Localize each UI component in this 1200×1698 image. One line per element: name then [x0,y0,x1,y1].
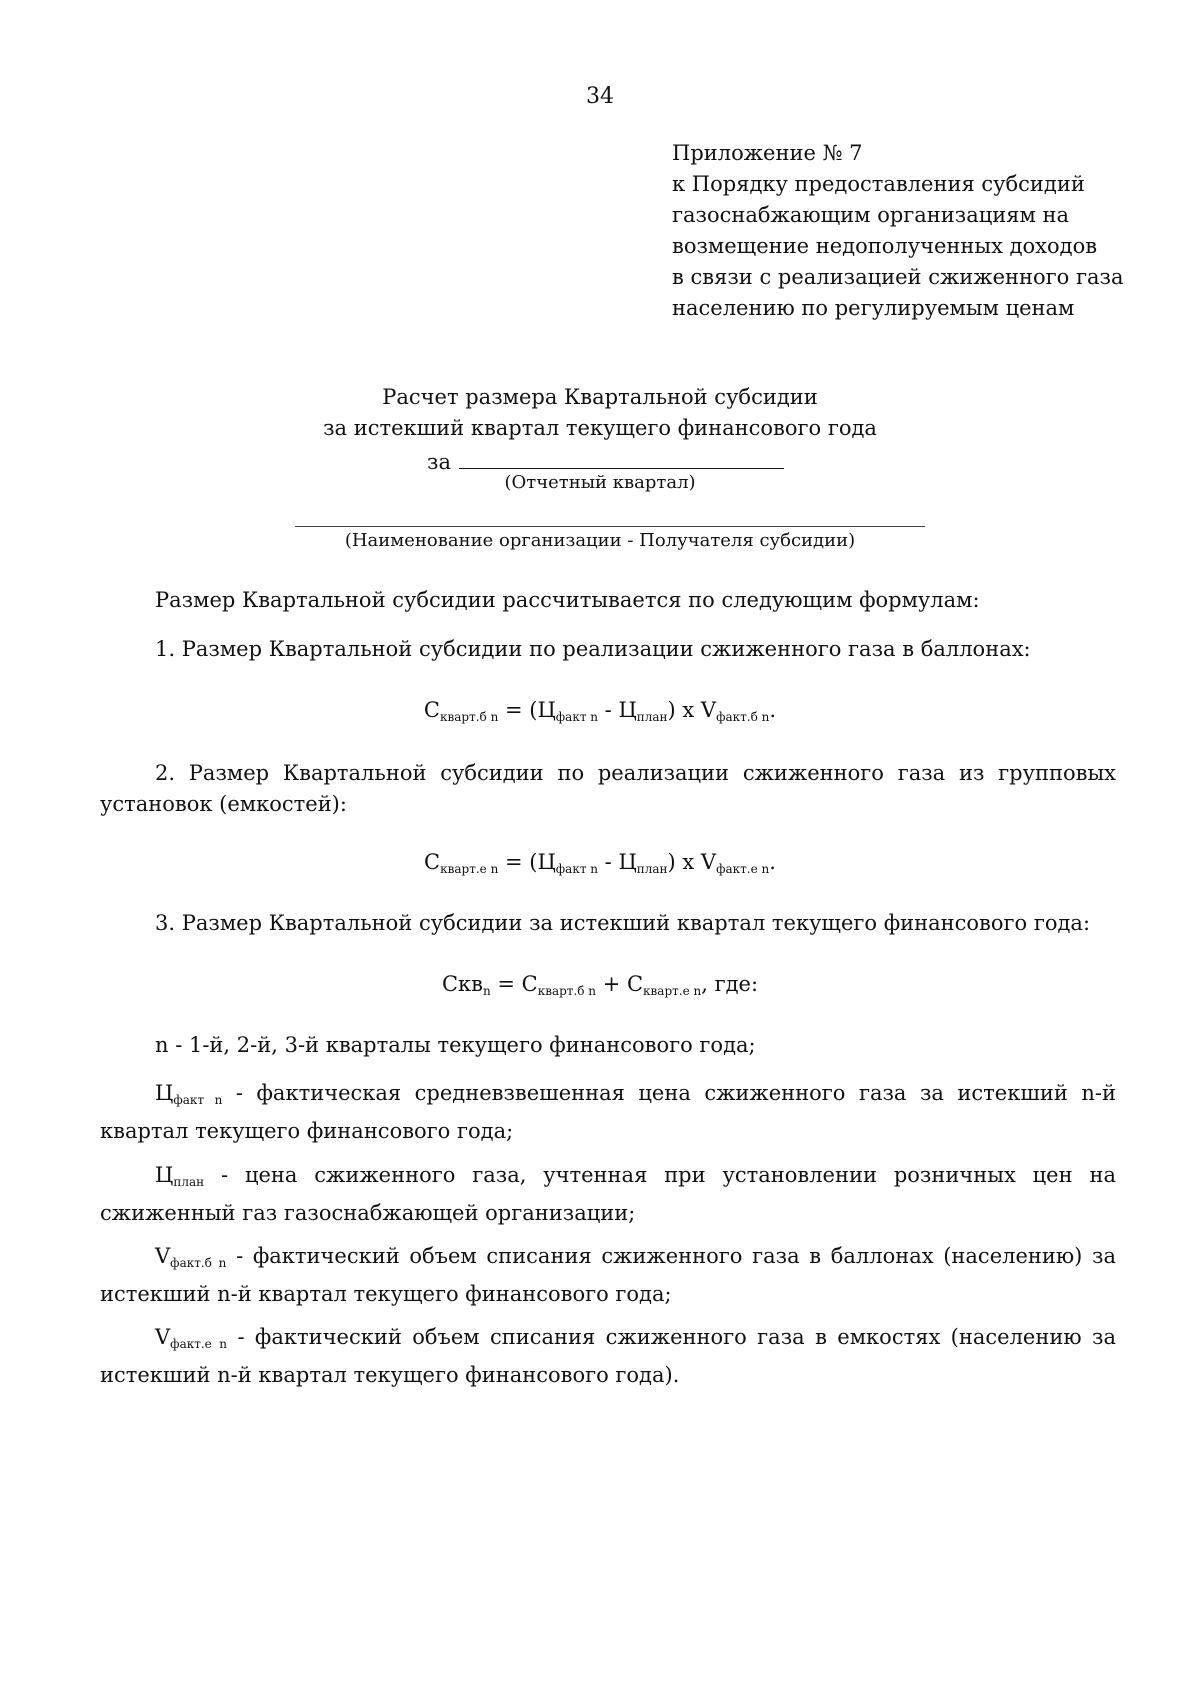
formula-3: $Скв_n = С_{кварт.б n} + С_{кварт.е n}$, где: [441,972,759,998]
formula-1: $С_{кварт.б n} = (Ц_{факт n} - Ц_{план})$ x $V_{факт.б n}$. [423,698,777,724]
appendix-header [672,138,1123,324]
appendix-line: возмещение недополученных доходов [672,234,1098,258]
intro-paragraph: Размер Квартальной субсидии рассчитывается по следующим формулам: [155,588,980,612]
appendix-line: Приложение № 7 [672,141,863,165]
item-3: 3. Размер Квартальной субсидии за истекший квартал текущего финансового года: [155,911,1091,935]
page-number: 34 [586,84,614,109]
formula-2: $С_{кварт.е n} = (Ц_{факт n} - Ц_{план})$ x $V_{факт.е n}$. [424,850,776,876]
title-line-2: за истекший квартал текущего финансового года [323,416,877,440]
def-v-b: $V_{факт.б n}$ - фактический объем списания сжиженного газа в баллонах (населению) за истекший n-й квартал текущего финансового года; [100,1244,1116,1306]
period-field [427,448,784,474]
appendix-line: к Порядку предоставления субсидий [672,172,1085,196]
def-c-fact: $Ц_{факт n}$ - фактическая средневзвешенная цена сжиженного газа за истекший n-й квартал текущего финансового года; [100,1081,1116,1143]
def-c-plan: $Ц_{план}$ - цена сжиженного газа, учтенная при установлении розничных цен на сжиженный газ газоснабжающей организации; [100,1163,1116,1225]
def-v-e: $V_{факт.е n}$ - фактический объем списания сжиженного газа в емкостях (населению за истекший n-й квартал текущего финансового года). [100,1325,1116,1387]
title-line-1: Расчет размера Квартальной субсидии [382,385,818,409]
period-blank-line [459,448,784,469]
org-caption: (Наименование организации - Получателя субсидии) [344,530,856,551]
item-1: 1. Размер Квартальной субсидии по реализации сжиженного газа в баллонах: [155,637,1031,661]
period-caption: (Отчетный квартал) [504,472,696,493]
item-2: 2. Размер Квартальной субсидии по реализации сжиженного газа из групповых установок (емкостей): [100,761,1116,816]
appendix-line: газоснабжающим организациям на [672,203,1070,227]
appendix-line: в связи с реализацией сжиженного газа [672,265,1124,289]
appendix-line: населению по регулируемым ценам [672,296,1075,320]
za-label: за [427,450,451,474]
def-n: n - 1-й, 2-й, 3-й кварталы текущего финансового года; [155,1033,756,1057]
document-title [0,382,1200,444]
org-blank-line [295,526,925,527]
